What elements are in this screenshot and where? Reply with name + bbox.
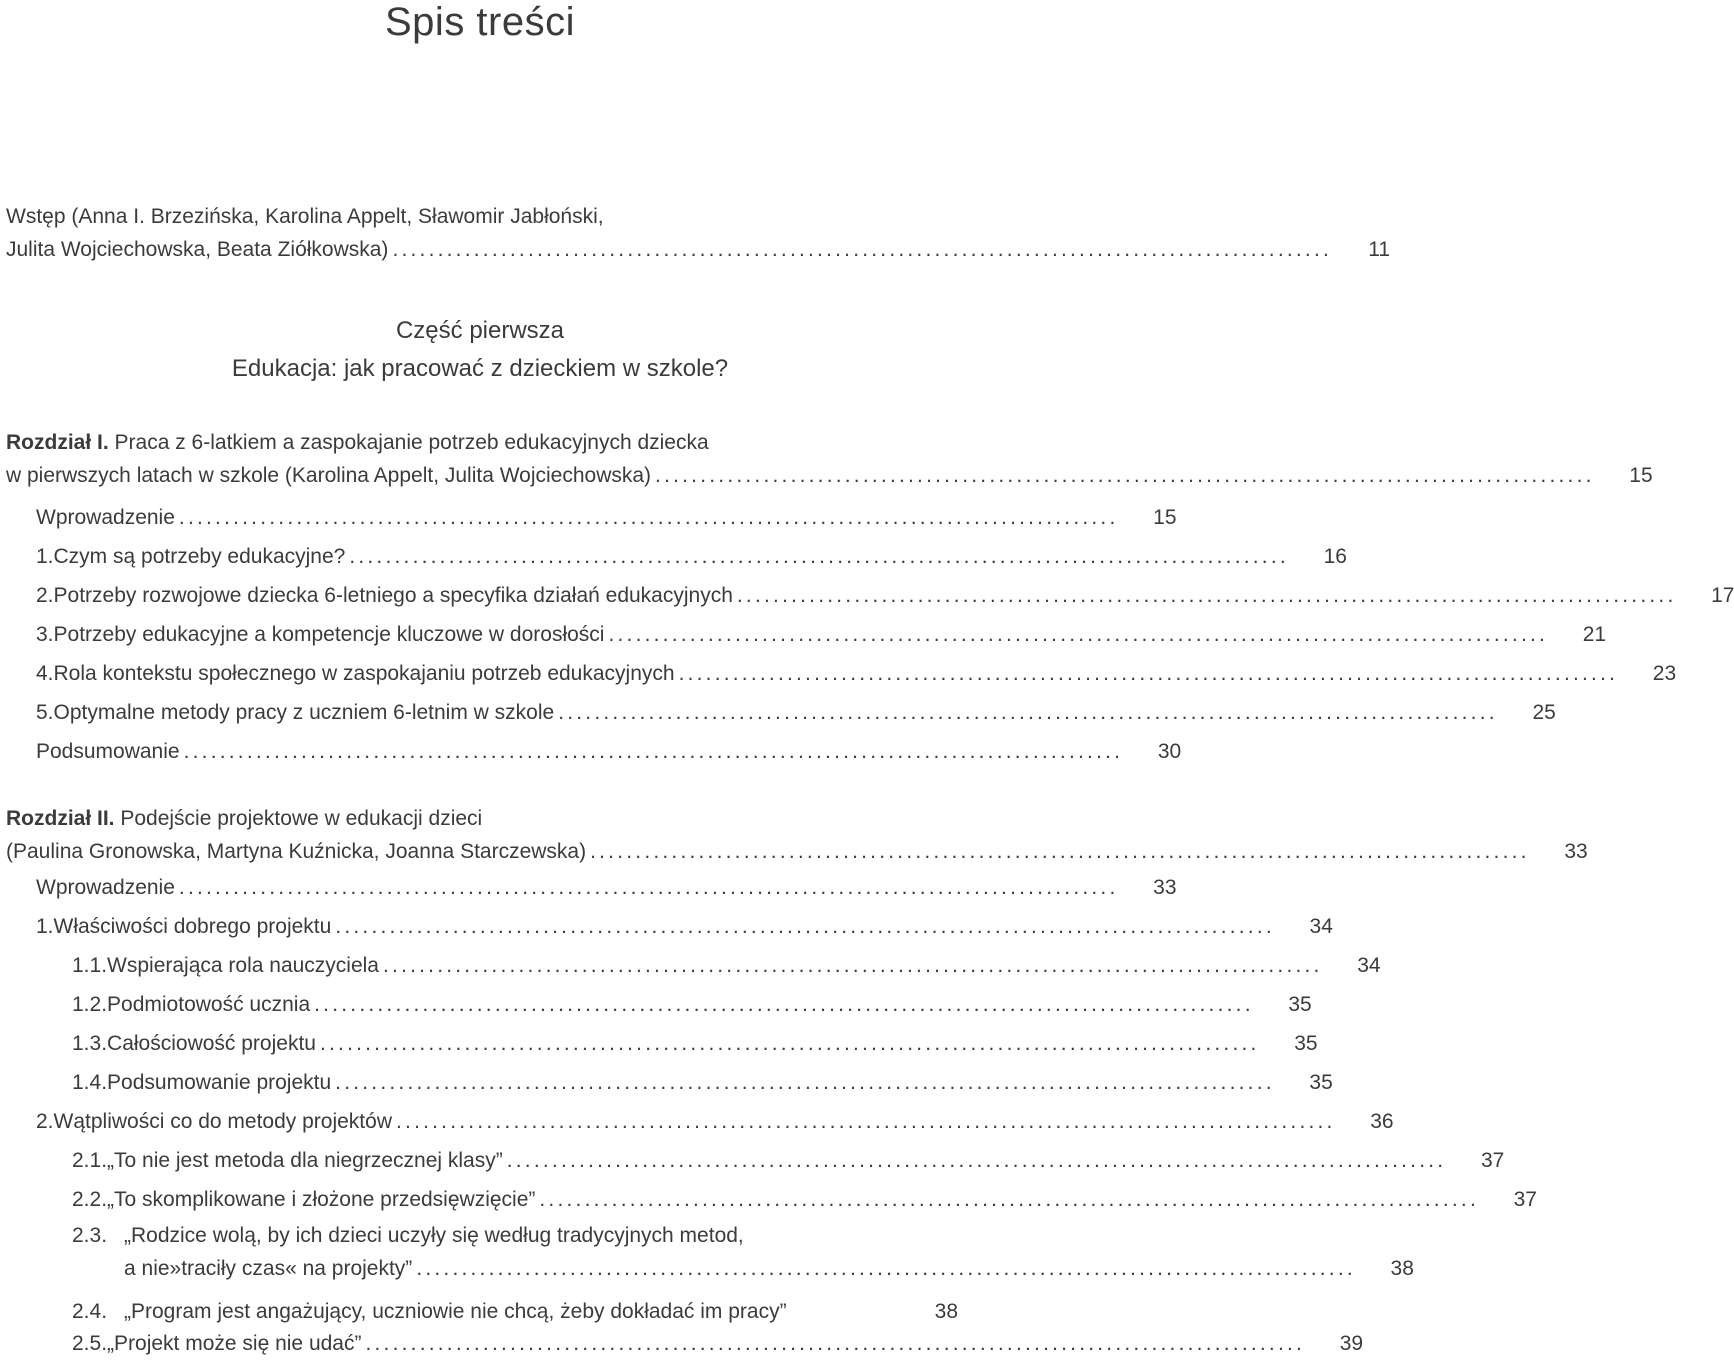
chapter-title: Praca z 6-latkiem a zaspokajanie potrzeb edukacyjnych dziecka: [108, 431, 709, 454]
toc-entry-number: 2.4.: [72, 1300, 108, 1323]
dot-leader: ........................................................................................................: [396, 1110, 1336, 1133]
page-number: 37: [1480, 1149, 1505, 1172]
dot-leader: ........................................................................................................: [392, 238, 1333, 261]
toc-entry[interactable]: [6, 576, 1734, 615]
page-number: 23: [1652, 662, 1677, 685]
toc-entry-text: w pierwszych latach w szkole (Karolina Appelt, Julita Wojciechowska): [6, 464, 652, 487]
toc-entry[interactable]: [6, 615, 1607, 654]
toc-entry[interactable]: [6, 1324, 1364, 1363]
dot-leader: ........................................................................................................: [314, 993, 1254, 1016]
toc-entry-number: 2.: [36, 584, 54, 607]
toc-chapter-1: [6, 426, 1734, 771]
toc-entry[interactable]: [6, 732, 1182, 771]
page-number: 34: [1309, 915, 1333, 938]
toc-entry[interactable]: [6, 1219, 1414, 1285]
toc-entry-text: Wprowadzenie: [36, 506, 175, 529]
toc-entry-number: 5.: [36, 701, 54, 724]
page-number: 35: [1294, 1032, 1318, 1055]
toc-entry-text: „To nie jest metoda dla niegrzecznej klasy”: [107, 1149, 503, 1172]
page-number: 30: [1157, 740, 1182, 763]
toc-entry-text: Optymalne metody pracy z uczniem 6-letnim w szkole: [53, 701, 555, 724]
toc-entry-number: 2.3.: [72, 1224, 108, 1247]
toc-intro: [6, 200, 1391, 266]
chapter-label: Rozdział I.: [6, 431, 109, 454]
toc-entry-text: Całościowość projektu: [107, 1032, 316, 1055]
toc-entry-number: 1.4.: [72, 1071, 108, 1094]
page-number: 15: [1629, 464, 1653, 487]
toc-entry-number: 3.: [36, 623, 54, 646]
toc-entry[interactable]: [6, 1063, 1333, 1102]
page-number: 33: [1564, 840, 1588, 863]
toc-intro-line1: Wstęp (Anna I. Brzezińska, Karolina Appelt, Sławomir Jabłoński,: [6, 205, 604, 228]
chapter-heading: [6, 802, 958, 835]
toc-entry[interactable]: [6, 693, 1556, 732]
part-heading: [0, 312, 960, 388]
toc-entry-text: Podsumowanie projektu: [107, 1071, 332, 1094]
toc-entry-number: 1.2.: [72, 993, 108, 1016]
toc-entry[interactable]: [6, 1024, 1318, 1063]
page-number: 38: [1390, 1257, 1414, 1280]
page-number: 11: [1368, 238, 1391, 261]
toc-entry-text: Wątpliwości co do metody projektów: [53, 1110, 392, 1133]
toc-entry-text: „Projekt może się nie udać”: [107, 1332, 362, 1355]
toc-entry-number: 2.1.: [72, 1149, 108, 1172]
page-number: 38: [934, 1300, 958, 1323]
page-number: 37: [1513, 1188, 1537, 1211]
toc-entry[interactable]: [6, 459, 1653, 492]
toc-entry[interactable]: [6, 1141, 1505, 1180]
toc-entry[interactable]: [6, 835, 1588, 868]
toc-entry-text: (Paulina Gronowska, Martyna Kuźnicka, Joanna Starczewska): [6, 840, 587, 863]
toc-entry-text: Potrzeby rozwojowe dziecka 6-letniego a specyfika działań edukacyjnych: [53, 584, 733, 607]
toc-entry[interactable]: [6, 498, 1177, 537]
page-number: 21: [1582, 623, 1607, 646]
dot-leader: ........................................................................................................: [383, 954, 1323, 977]
chapter-title: Podejście projektowe w edukacji dzieci: [114, 807, 483, 830]
chapter-label: Rozdział II.: [6, 807, 115, 830]
page-number: 16: [1323, 545, 1347, 568]
toc-entry[interactable]: [6, 946, 1381, 985]
toc-entry-text: Julita Wojciechowska, Beata Ziółkowska): [6, 238, 389, 261]
page-number: 35: [1288, 993, 1312, 1016]
dot-leader: ........................................................................................................: [608, 623, 1549, 646]
toc-entry[interactable]: [6, 654, 1677, 693]
page-number: 17: [1711, 584, 1734, 607]
toc-entry[interactable]: [6, 233, 1391, 266]
toc-entry-text: Podsumowanie: [36, 740, 180, 763]
toc-entry[interactable]: [6, 1285, 958, 1324]
dot-leader: ........................................................................................................: [539, 1188, 1479, 1211]
dot-leader: ........................................................................................................: [178, 876, 1119, 899]
toc-entry-text: Wprowadzenie: [36, 876, 175, 899]
toc-entry-number: 1.3.: [72, 1032, 108, 1055]
toc-entry-number: 2.5.: [72, 1332, 108, 1355]
dot-leader: ........................................................................................................: [178, 506, 1119, 529]
toc-chapter-2: [6, 802, 1588, 1363]
toc-entry[interactable]: [6, 537, 1347, 576]
page-number: 15: [1153, 506, 1177, 529]
toc-entry-text: „To skomplikowane i złożone przedsięwzięcie”: [107, 1188, 536, 1211]
dot-leader: ........................................................................................................: [590, 840, 1530, 863]
toc-entry-number: 1.: [36, 915, 54, 938]
dot-leader: ........................................................................................................: [416, 1257, 1356, 1280]
dot-leader: ........................................................................................................: [183, 740, 1124, 763]
chapter-heading: [6, 426, 958, 459]
toc-entry-text: Rola kontekstu społecznego w zaspokajaniu potrzeb edukacyjnych: [53, 662, 675, 685]
page-title: Spis treści: [385, 0, 575, 44]
page-number: 39: [1339, 1332, 1364, 1355]
toc-entry-text: Wspierająca rola nauczyciela: [107, 954, 379, 977]
toc-entry-text-continued: a nie»traciły czas« na projekty”: [124, 1257, 413, 1280]
dot-leader: ........................................................................................................: [365, 1332, 1306, 1355]
dot-leader: ........................................................................................................: [736, 584, 1677, 607]
toc-entry-number: 2.: [36, 1110, 54, 1133]
toc-entry-text: Potrzeby edukacyjne a kompetencje kluczowe w dorosłości: [53, 623, 605, 646]
toc-entry-text: „Program jest angażujący, uczniowie nie chcą, żeby dokładać im pracy”: [124, 1300, 787, 1323]
toc-entry-text: Właściwości dobrego projektu: [53, 915, 332, 938]
toc-entry[interactable]: [6, 1180, 1537, 1219]
dot-leader: ........................................................................................................: [506, 1149, 1447, 1172]
toc-entry-number: 4.: [36, 662, 54, 685]
page-number: 36: [1370, 1110, 1394, 1133]
dot-leader: ........................................................................................................: [558, 701, 1498, 724]
dot-leader: ........................................................................................................: [655, 464, 1595, 487]
toc-entry-text: Podmiotowość ucznia: [107, 993, 311, 1016]
toc-entry[interactable]: [6, 1102, 1394, 1141]
dot-leader: ........................................................................................................: [349, 545, 1289, 568]
toc-entry[interactable]: [6, 907, 1333, 946]
toc-entry-number: 1.1.: [72, 954, 108, 977]
page-number: 25: [1532, 701, 1556, 724]
toc-entry-text: „Rodzice wolą, by ich dzieci uczyły się według tradycyjnych metod,: [124, 1224, 744, 1247]
dot-leader: ........................................................................................................: [335, 915, 1275, 938]
toc-entry[interactable]: [6, 985, 1312, 1024]
dot-leader: ........................................................................................................: [678, 662, 1619, 685]
part-number: Część pierwsza: [395, 317, 565, 344]
toc-entry-number: 1.: [36, 545, 54, 568]
page-number: 35: [1309, 1071, 1333, 1094]
dot-leader: ........................................................................................................: [335, 1071, 1275, 1094]
part-title: Edukacja: jak pracować z dzieckiem w szkole?: [231, 355, 729, 382]
page-number: 33: [1153, 876, 1177, 899]
dot-leader: [787, 1285, 906, 1318]
toc-entry[interactable]: [6, 868, 1177, 907]
page-number: 34: [1357, 954, 1381, 977]
toc-entry-text: Czym są potrzeby edukacyjne?: [53, 545, 346, 568]
dot-leader: ........................................................................................................: [319, 1032, 1260, 1055]
toc-entry-number: 2.2.: [72, 1188, 108, 1211]
